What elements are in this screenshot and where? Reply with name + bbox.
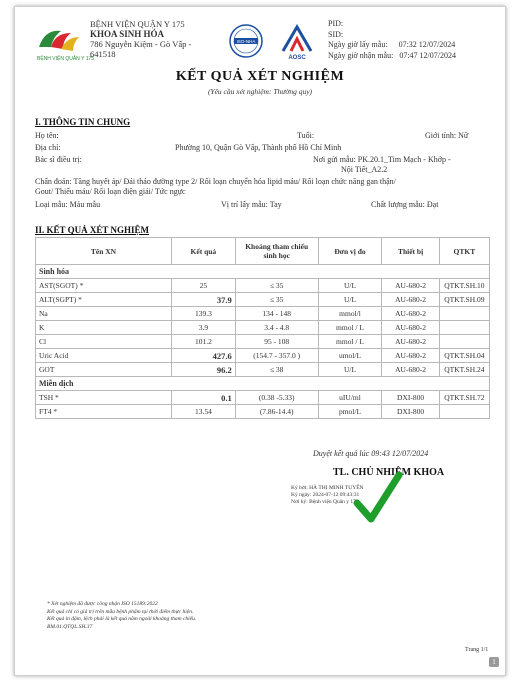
test-reference: ≤ 38 bbox=[235, 363, 318, 377]
patient-sex: Giới tính: Nữ bbox=[425, 131, 469, 140]
sample-quality: Chất lượng mẫu: Đạt bbox=[371, 200, 439, 209]
table-row bbox=[36, 349, 490, 363]
test-name: Na bbox=[36, 307, 172, 321]
test-result: 3.9 bbox=[172, 321, 236, 335]
test-reference: ≤ 35 bbox=[235, 293, 318, 307]
footer-notes bbox=[47, 601, 196, 631]
page-number: Trang 1/1 bbox=[465, 647, 489, 653]
patient-age-label: Tuổi: bbox=[297, 131, 315, 140]
table-row bbox=[36, 335, 490, 349]
test-unit: uIU/ml bbox=[318, 391, 382, 405]
test-unit: mmol/l bbox=[318, 307, 382, 321]
signed-by: Ký bởi: HÀ THỊ MINH TUYẾN bbox=[291, 485, 364, 491]
group-name: Sinh hóa bbox=[36, 265, 490, 279]
test-unit: mmol / L bbox=[318, 335, 382, 349]
patient-address: Phường 10, Quận Gò Vấp, Thành phố Hồ Chí Minh bbox=[175, 143, 342, 152]
test-name: AST(SGOT) * bbox=[36, 279, 172, 293]
test-name: K bbox=[36, 321, 172, 335]
test-qtkt: QTKT.SH.10 bbox=[439, 279, 489, 293]
approver-title: TL. CHỦ NHIỆM KHOA bbox=[333, 467, 445, 478]
footer-note-form: BM.01.QTQL.SH.37 bbox=[47, 623, 93, 630]
test-result: 13.54 bbox=[172, 405, 236, 419]
hospital-header bbox=[90, 19, 191, 59]
test-qtkt bbox=[439, 335, 489, 349]
send-place-line1: Nơi gửi mẫu: PK.20.1_Tim Mạch - Khớp - bbox=[313, 155, 451, 164]
test-result: 101.2 bbox=[172, 335, 236, 349]
test-device: AU-680-2 bbox=[382, 293, 439, 307]
iso-logo-text: ISO-NHA bbox=[236, 39, 256, 44]
test-reference: (154.7 - 357.0 ) bbox=[235, 349, 318, 363]
sample-position: Vị trí lấy mẫu: Tay bbox=[221, 200, 282, 209]
test-device: AU-680-2 bbox=[382, 307, 439, 321]
send-place-line2: Nội Tiết_A2.2 bbox=[341, 165, 388, 174]
page-badge[interactable]: 1 bbox=[489, 657, 499, 667]
patient-name-label: Họ tên: bbox=[35, 131, 59, 140]
hospital-code: 641518 bbox=[90, 49, 116, 59]
doctor-label: Bác sĩ điều trị: bbox=[35, 155, 82, 164]
col-qtkt: QTKT bbox=[439, 238, 489, 265]
test-qtkt: QTKT.SH.09 bbox=[439, 293, 489, 307]
patient-address-label: Địa chỉ: bbox=[35, 143, 61, 152]
test-qtkt bbox=[439, 307, 489, 321]
hospital-logo bbox=[35, 23, 95, 63]
hospital-address: 786 Nguyễn Kiệm - Gò Vấp - bbox=[90, 39, 192, 49]
aosc-logo-text: AOSC bbox=[288, 55, 306, 61]
department-name: KHOA SINH HÓA bbox=[90, 29, 165, 39]
report-subtitle: (Yêu cầu xét nghiệm: Thường quy) bbox=[207, 87, 313, 96]
hospital-logo-caption: BỆNH VIỆN QUÂN Y 175 bbox=[37, 56, 95, 62]
sample-info bbox=[328, 19, 456, 61]
test-unit: U/L bbox=[318, 293, 382, 307]
sid-label: SID: bbox=[328, 29, 344, 39]
col-reference: Khoảng tham chiếu sinh học bbox=[235, 238, 318, 265]
table-row bbox=[36, 321, 490, 335]
footer-note-validity: Kết quả chỉ có giá trị trên mẫu bệnh phẩm tại thời điểm thực hiện. bbox=[47, 608, 194, 615]
test-name: ALT(SGPT) * bbox=[36, 293, 172, 307]
test-qtkt: QTKT.SH.24 bbox=[439, 363, 489, 377]
diagnosis-line2: Gout/ Thiếu máu/ Rối loạn điện giải/ Tức ngực bbox=[35, 187, 186, 196]
test-unit: U/L bbox=[318, 363, 382, 377]
col-device: Thiết bị bbox=[382, 238, 439, 265]
group-name: Miễn dịch bbox=[36, 377, 490, 391]
test-name: Uric Acid bbox=[36, 349, 172, 363]
taken-label: Ngày giờ lấy mẫu: bbox=[328, 40, 388, 49]
col-test: Tên XN bbox=[36, 238, 172, 265]
checkmark-icon bbox=[353, 469, 403, 525]
col-result: Kết quả bbox=[172, 238, 236, 265]
group-row bbox=[36, 265, 490, 279]
test-result: 0.1 bbox=[172, 391, 236, 405]
table-row bbox=[36, 307, 490, 321]
test-name: Cl bbox=[36, 335, 172, 349]
test-device: DXI-800 bbox=[382, 391, 439, 405]
test-device: AU-680-2 bbox=[382, 363, 439, 377]
test-unit: mmol / L bbox=[318, 321, 382, 335]
section-general-info-title: I. THÔNG TIN CHUNG bbox=[35, 117, 131, 127]
table-row bbox=[36, 363, 490, 377]
sample-type: Loại mẫu: Máu mẫu bbox=[35, 200, 101, 209]
diagnosis-line1: Chẩn đoán: Tăng huyết áp/ Đái tháo đường type 2/ Rối loạn chuyển hóa lipid máu/ Rối loạn chức năng gan thận/ bbox=[35, 177, 396, 186]
test-reference: 95 - 108 bbox=[235, 335, 318, 349]
report-title: KẾT QUẢ XÉT NGHIỆM bbox=[175, 69, 345, 84]
group-row bbox=[36, 377, 490, 391]
col-unit: Đơn vị đo bbox=[318, 238, 382, 265]
pid-label: PID: bbox=[328, 19, 344, 28]
footer-note-bold: Kết quả in đậm, lệch phải là kết quả nằm ngoài khoảng tham chiếu. bbox=[47, 616, 197, 622]
test-qtkt: QTKT.SH.72 bbox=[439, 391, 489, 405]
taken-value: 07:32 12/07/2024 bbox=[398, 40, 456, 49]
test-name: TSH * bbox=[36, 391, 172, 405]
test-result: 427.6 bbox=[172, 349, 236, 363]
aosc-logo bbox=[277, 21, 317, 61]
test-unit: umol/L bbox=[318, 349, 382, 363]
test-qtkt bbox=[439, 321, 489, 335]
test-unit: pmol/L bbox=[318, 405, 382, 419]
section-results-title: II. KẾT QUẢ XÉT NGHIỆM bbox=[35, 225, 149, 235]
test-name: FT4 * bbox=[36, 405, 172, 419]
test-reference: 134 - 148 bbox=[235, 307, 318, 321]
test-device: AU-680-2 bbox=[382, 279, 439, 293]
iso-logo bbox=[228, 23, 264, 59]
test-reference: ≤ 35 bbox=[235, 279, 318, 293]
test-reference: (0.38 -5.33) bbox=[235, 391, 318, 405]
test-reference: 3.4 - 4.8 bbox=[235, 321, 318, 335]
received-value: 07:47 12/07/2024 bbox=[399, 50, 456, 60]
received-label: Ngày giờ nhận mẫu: bbox=[328, 50, 394, 60]
test-qtkt: QTKT.SH.04 bbox=[439, 349, 489, 363]
table-row bbox=[36, 405, 490, 419]
test-name: GOT bbox=[36, 363, 172, 377]
test-qtkt bbox=[439, 405, 489, 419]
test-reference: (7.86-14.4) bbox=[235, 405, 318, 419]
test-device: AU-680-2 bbox=[382, 349, 439, 363]
table-row bbox=[36, 293, 490, 307]
results-table bbox=[35, 237, 490, 419]
test-device: AU-680-2 bbox=[382, 335, 439, 349]
test-device: DXI-800 bbox=[382, 405, 439, 419]
table-row bbox=[36, 391, 490, 405]
footer-note-iso: * Xét nghiệm đã được công nhận ISO 15189:2022 bbox=[47, 601, 158, 607]
report-page bbox=[14, 6, 506, 676]
results-header-row bbox=[36, 238, 490, 265]
test-result: 139.3 bbox=[172, 307, 236, 321]
test-unit: U/L bbox=[318, 279, 382, 293]
table-row bbox=[36, 279, 490, 293]
approval-time: Duyệt kết quả lúc 09:43 12/07/2024 bbox=[313, 449, 429, 458]
test-result: 96.2 bbox=[172, 363, 236, 377]
test-result: 37.9 bbox=[172, 293, 236, 307]
test-device: AU-680-2 bbox=[382, 321, 439, 335]
test-result: 25 bbox=[172, 279, 236, 293]
hospital-name: BỆNH VIỆN QUẬN Y 175 bbox=[90, 19, 185, 29]
signed-place: Nơi ký: Bệnh viện Quân y 175 bbox=[291, 499, 359, 505]
signed-at: Ký ngày: 2024-07-12 09:43:31 bbox=[291, 492, 360, 498]
